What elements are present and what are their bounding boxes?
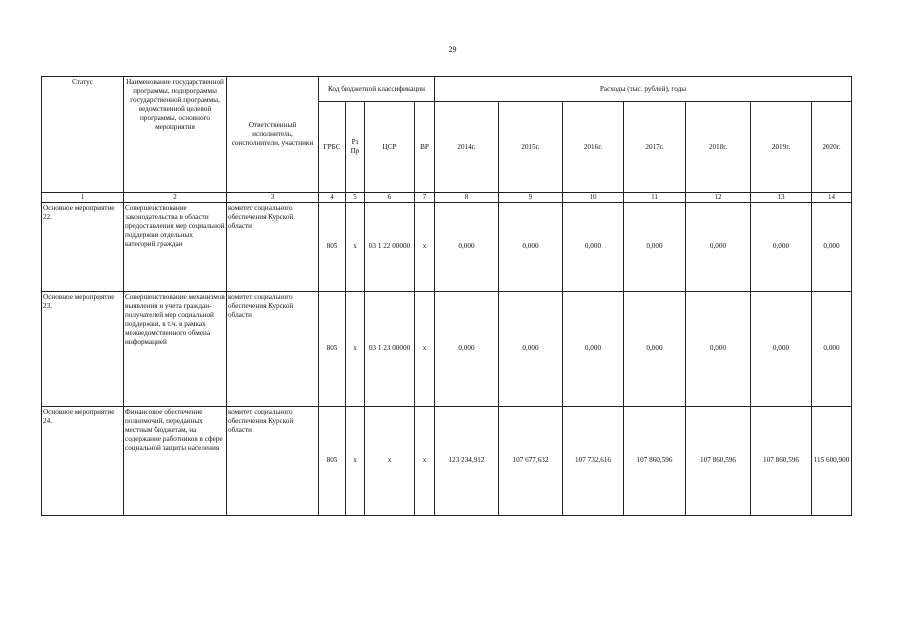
column-number: 11 <box>624 193 686 203</box>
row-value-2015: 0,000 <box>499 291 563 406</box>
column-number: 14 <box>812 193 852 203</box>
header-year-2017: 2017г. <box>624 102 686 193</box>
column-number-row <box>42 193 852 203</box>
header-budget-code: Код бюджетной классификации <box>319 77 435 102</box>
row-value-2019: 0,000 <box>751 291 812 406</box>
budget-table <box>41 76 852 516</box>
row-name: Совершенствование законодательства в области предоставления мер социальной поддержки отдельных категорий граждан <box>124 202 227 291</box>
row-value-2016: 0,000 <box>563 202 624 291</box>
row-value-2017: 107 860,596 <box>624 406 686 515</box>
row-rzpr: x <box>346 291 365 406</box>
row-value-2014: 0,000 <box>435 202 499 291</box>
row-value-2017: 0,000 <box>624 202 686 291</box>
column-number: 7 <box>415 193 435 203</box>
row-csr: x <box>365 406 415 515</box>
header-year-2020: 2020г. <box>812 102 852 193</box>
column-number: 8 <box>435 193 499 203</box>
row-status: Основное мероприятие 22. <box>42 202 124 291</box>
row-value-2015: 0,000 <box>499 202 563 291</box>
row-value-2016: 0,000 <box>563 291 624 406</box>
column-number: 5 <box>346 193 365 203</box>
row-rzpr: x <box>346 202 365 291</box>
row-responsible: комитет социального обеспечения Курской области <box>227 291 319 406</box>
row-status: Основное мероприятие 24. <box>42 406 124 515</box>
header-csr: ЦСР <box>365 102 415 193</box>
row-status: Основное мероприятие 23. <box>42 291 124 406</box>
header-year-2015: 2015г. <box>499 102 563 193</box>
row-value-2018: 0,000 <box>686 291 751 406</box>
column-number: 12 <box>686 193 751 203</box>
header-rzpr: Рз Пр <box>346 102 365 193</box>
row-value-2014: 0,000 <box>435 291 499 406</box>
column-number: 4 <box>319 193 346 203</box>
row-value-2018: 0,000 <box>686 202 751 291</box>
column-number: 6 <box>365 193 415 203</box>
column-number: 3 <box>227 193 319 203</box>
row-grbs: 805 <box>319 406 346 515</box>
row-value-2016: 107 732,616 <box>563 406 624 515</box>
row-csr: 03 1 23 00000 <box>365 291 415 406</box>
column-number: 1 <box>42 193 124 203</box>
row-value-2014: 123 234,912 <box>435 406 499 515</box>
row-value-2017: 0,000 <box>624 291 686 406</box>
row-csr: 03 1 22 00000 <box>365 202 415 291</box>
header-grbs: ГРБС <box>319 102 346 193</box>
row-responsible: комитет социального обеспечения Курской области <box>227 202 319 291</box>
row-name: Финансовое обеспечение полномочий, переданных местным бюджетам, на содержание работников в сфере социальной защиты населения <box>124 406 227 515</box>
page-number: 29 <box>448 45 457 54</box>
column-number: 10 <box>563 193 624 203</box>
row-value-2015: 107 677,632 <box>499 406 563 515</box>
row-value-2020: 0,000 <box>812 202 852 291</box>
row-vr: x <box>415 291 435 406</box>
row-name: Совершенствование механизмов выявления и учета граждан-получателей мер социальной поддержки, в т.ч. в рамках межведомственного обмена информацией <box>124 291 227 406</box>
row-vr: x <box>415 406 435 515</box>
header-year-2018: 2018г. <box>686 102 751 193</box>
header-row-1 <box>42 77 852 102</box>
header-name: Наименование государственной программы, подпрограммы государственной программы, ведомственной целевой программы, основного мероприятия <box>124 77 227 193</box>
header-status: Статус <box>42 77 124 193</box>
header-vr: ВР <box>415 102 435 193</box>
row-value-2020: 0,000 <box>812 291 852 406</box>
header-year-2014: 2014г. <box>435 102 499 193</box>
row-rzpr: x <box>346 406 365 515</box>
table-row <box>42 202 852 291</box>
table-row <box>42 406 852 515</box>
row-value-2019: 0,000 <box>751 202 812 291</box>
column-number: 13 <box>751 193 812 203</box>
row-grbs: 805 <box>319 202 346 291</box>
row-grbs: 805 <box>319 291 346 406</box>
header-expenses: Расходы (тыс. рублей), годы <box>435 77 852 102</box>
row-value-2020: 115 600,900 <box>812 406 852 515</box>
row-value-2018: 107 860,596 <box>686 406 751 515</box>
row-value-2019: 107 860,596 <box>751 406 812 515</box>
row-vr: x <box>415 202 435 291</box>
column-number: 9 <box>499 193 563 203</box>
header-year-2019: 2019г. <box>751 102 812 193</box>
row-responsible: комитет социального обеспечения Курской области <box>227 406 319 515</box>
table-row <box>42 291 852 406</box>
header-responsible: Ответственный исполнитель, соисполнители, участники <box>227 77 319 193</box>
header-year-2016: 2016г. <box>563 102 624 193</box>
column-number: 2 <box>124 193 227 203</box>
